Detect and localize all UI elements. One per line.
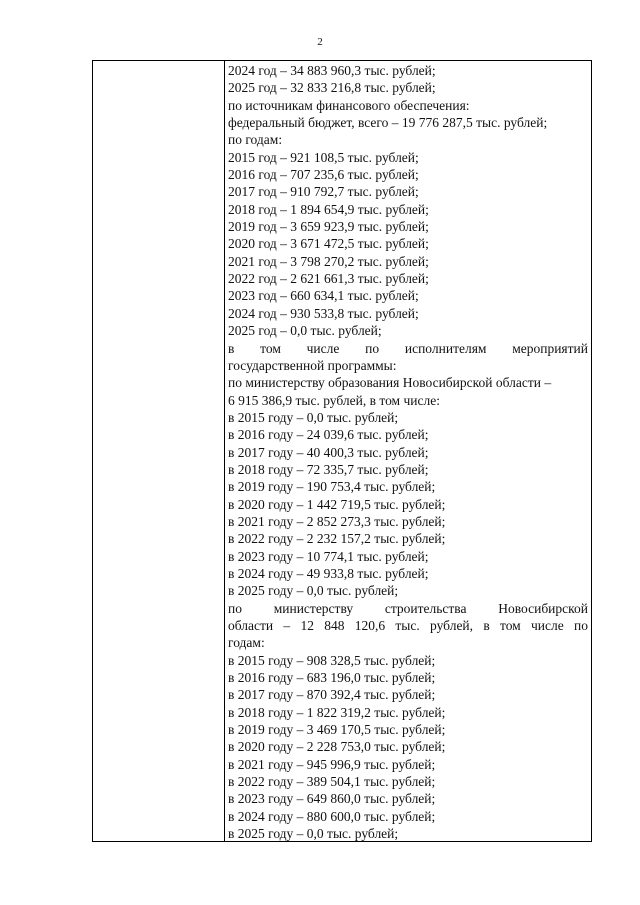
text-line: 2025 год – 0,0 тыс. рублей; [228, 323, 382, 339]
text-line: в 2021 году – 2 852 273,3 тыс. рублей; [228, 513, 446, 529]
text-line: в 2024 году – 49 933,8 тыс. рублей; [228, 565, 429, 581]
page-number: 2 [317, 36, 323, 48]
text-line: 2021 год – 3 798 270,2 тыс. рублей; [228, 253, 429, 269]
text-line: в 2022 году – 389 504,1 тыс. рублей; [228, 774, 436, 790]
text-line: 2025 год – 32 833 216,8 тыс. рублей; [228, 80, 436, 96]
table-content-cell [225, 61, 591, 841]
text-line: в 2024 году – 880 600,0 тыс. рублей; [228, 808, 436, 824]
text-line: 2022 год – 2 621 661,3 тыс. рублей; [228, 271, 429, 287]
text-line: 2024 год – 34 883 960,3 тыс. рублей; [228, 63, 436, 78]
text-line: в 2019 году – 3 469 170,5 тыс. рублей; [228, 722, 446, 738]
text-line: в 2015 году – 0,0 тыс. рублей; [228, 409, 399, 425]
text-line: в 2025 году – 0,0 тыс. рублей; [228, 826, 399, 842]
text-line: по министерству образования Новосибирской области – [228, 375, 552, 391]
text-line: 2016 год – 707 235,6 тыс. рублей; [228, 167, 419, 183]
text-line: в 2017 году – 870 392,4 тыс. рублей; [228, 687, 436, 703]
text-line: в том числе по исполнителям мероприятий [228, 340, 588, 356]
text-line: в 2023 году – 649 860,0 тыс. рублей; [228, 791, 436, 807]
text-line: по министерству строительства Новосибирской [228, 600, 588, 616]
text-line: в 2023 году – 10 774,1 тыс. рублей; [228, 548, 429, 564]
text-line: 2024 год – 930 533,8 тыс. рублей; [228, 305, 419, 321]
text-line: государственной программы: [228, 357, 397, 373]
text-line: в 2016 году – 683 196,0 тыс. рублей; [228, 670, 436, 686]
text-line: в 2018 году – 1 822 319,2 тыс. рублей; [228, 704, 446, 720]
text-line: в 2020 году – 1 442 719,5 тыс. рублей; [228, 496, 446, 512]
text-line: в 2025 году – 0,0 тыс. рублей; [228, 583, 399, 599]
text-line: годам: [228, 635, 265, 651]
funding-table [92, 60, 592, 842]
text-line: в 2015 году – 908 328,5 тыс. рублей; [228, 652, 436, 668]
text-line: в 2021 году – 945 996,9 тыс. рублей; [228, 756, 436, 772]
text-line: в 2022 году – 2 232 157,2 тыс. рублей; [228, 531, 446, 547]
text-line: в 2017 году – 40 400,3 тыс. рублей; [228, 444, 429, 460]
text-line: по годам: [228, 132, 283, 148]
text-line: федеральный бюджет, всего – 19 776 287,5 тыс. рублей; [228, 115, 548, 131]
text-line: в 2020 году – 2 228 753,0 тыс. рублей; [228, 739, 446, 755]
text-line: в 2016 году – 24 039,6 тыс. рублей; [228, 427, 429, 443]
text-line: 2017 год – 910 792,7 тыс. рублей; [228, 184, 419, 200]
text-line: 6 915 386,9 тыс. рублей, в том числе: [228, 392, 440, 408]
text-line: в 2019 году – 190 753,4 тыс. рублей; [228, 479, 436, 495]
text-line: 2018 год – 1 894 654,9 тыс. рублей; [228, 201, 429, 217]
text-line: области – 12 848 120,6 тыс. рублей, в том числе по [228, 618, 588, 633]
text-line: 2019 год – 3 659 923,9 тыс. рублей; [228, 219, 429, 235]
text-line: 2023 год – 660 634,1 тыс. рублей; [228, 288, 419, 304]
text-line: по источникам финансового обеспечения: [228, 97, 470, 113]
text-line: 2015 год – 921 108,5 тыс. рублей; [228, 149, 419, 165]
text-line: в 2018 году – 72 335,7 тыс. рублей; [228, 461, 429, 477]
text-line: 2020 год – 3 671 472,5 тыс. рублей; [228, 236, 429, 252]
table-label-cell [93, 61, 225, 841]
